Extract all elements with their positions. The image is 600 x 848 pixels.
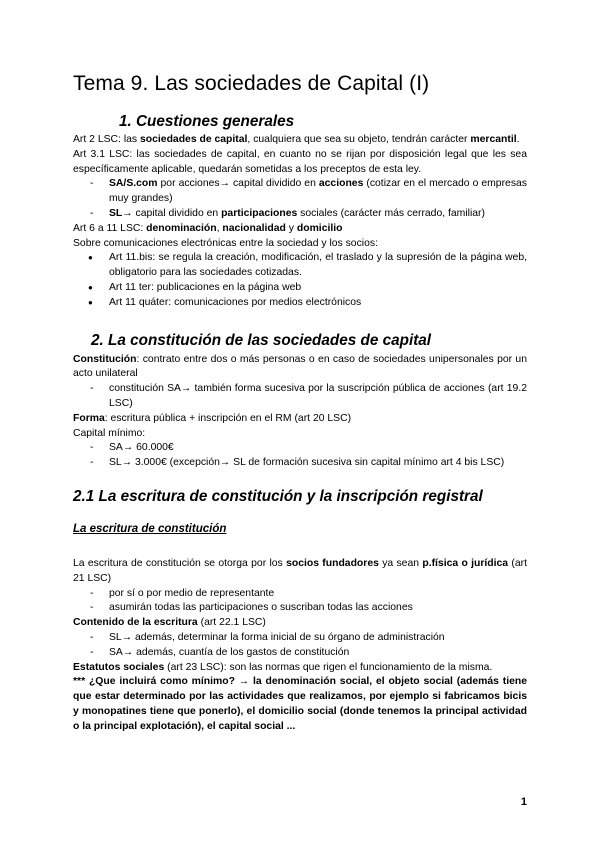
section-1-dash-list	[73, 177, 527, 221]
text-run: Art 2 LSC: las	[73, 134, 140, 145]
bold-term: denominación	[146, 222, 217, 234]
section-2-paragraph-forma	[73, 412, 527, 427]
text-run: por acciones→ capital dividido en	[157, 178, 319, 190]
text-run: Art 6 a 11 LSC:	[73, 222, 147, 234]
section-2-dash-list-2	[73, 441, 527, 471]
section-2-1-paragraph-minimo: *** ¿Que incluirá como mínimo? → la denominación social, el objeto social (además tiene que estar determinado por las actividades que realizamos, por ejemplo si fabricamos bicis y monopatines tiene que ponerlo), el domicilio social (donde tenemos la principal actividad o la principal explotación), el capital social ...	[73, 676, 527, 732]
list-item: ● Art 11 ter: publicaciones en la página web	[73, 281, 527, 296]
text-run: : contrato entre dos o más personas o en caso de sociedades unipersonales por un acto unilateral	[73, 353, 527, 380]
text-run: y	[285, 222, 297, 234]
section-2-1-paragraph-otorga	[73, 557, 527, 587]
text-run: , cualquiera que sea su objeto, tendrán carácter	[247, 134, 471, 145]
list-item: - constitución SA→ también forma sucesiva por la suscripción pública de acciones (art 19.2 LSC)	[73, 382, 527, 412]
text-run: ya sean	[378, 557, 423, 569]
text-run: : escritura pública + inscripción en el RM (art 20 LSC)	[104, 412, 352, 424]
section-2-paragraph-constitucion	[73, 353, 527, 383]
list-item: - SA→ 60.000€	[73, 441, 527, 456]
bold-term: SA/S.com	[109, 178, 158, 190]
text-run: (art 22.1 LSC)	[197, 617, 266, 629]
section-2-1-dash-list-1	[73, 587, 527, 617]
bold-term: domicilio	[296, 222, 343, 234]
bold-term: Estatutos sociales	[73, 661, 165, 673]
bold-term: Constitución	[73, 353, 137, 365]
text-run: (cotizar en el mercado o empresas muy grandes)	[109, 178, 527, 205]
document-title: Tema 9. Las sociedades de Capital (I)	[73, 72, 430, 95]
section-2-paragraph-capital: Capital mínimo:	[73, 427, 146, 439]
section-2-1-dash-list-2	[73, 631, 527, 661]
bold-term: nacionalidad	[222, 222, 286, 234]
text-run: (art 21 LSC)	[73, 557, 527, 584]
text-run: sociales (carácter más cerrado, familiar)	[297, 207, 485, 219]
list-item: ● Art 11.bis: se regula la creación, modificación, el traslado y la supresión de la página web, obligatorio para las sociedades cotizadas.	[73, 251, 527, 281]
list-item: - por sí o por medio de representante	[73, 587, 527, 602]
bold-term: participaciones	[221, 207, 298, 219]
bold-term: acciones	[318, 178, 364, 190]
section-1-paragraph-art6	[73, 222, 527, 237]
section-1-bullet-list	[73, 251, 527, 310]
text-run: → capital dividido en	[122, 207, 222, 219]
list-item: - asumirán todas las participaciones o suscriban todas las acciones	[73, 601, 527, 616]
list-item	[73, 177, 527, 207]
bold-term: SL	[109, 207, 123, 219]
document-content	[73, 70, 527, 735]
section-2-1-heading: 2.1 La escritura de constitución y la inscripción registral	[73, 487, 483, 505]
bold-term: Contenido de la escritura	[73, 617, 198, 629]
text-run: .	[516, 134, 520, 145]
page-number: 1	[520, 796, 527, 808]
section-1-paragraph-art3: Art 3.1 LSC: las sociedades de capital, en cuanto no se rijan por disposición legal que les sea específicamente aplicable, quedarán sometidas a los preceptos de esta ley.	[73, 148, 527, 175]
text-run: (art 23 LSC): son las normas que rigen el funcionamiento de la misma.	[164, 661, 493, 673]
subsection-heading: La escritura de constitución	[73, 522, 227, 535]
list-item	[73, 207, 527, 222]
bold-term: socios fundadores	[286, 557, 379, 569]
bold-term: p.física o jurídica	[422, 557, 509, 569]
text-run: La escritura de constitución se otorga por los	[73, 557, 287, 569]
list-item: - SL→ 3.000€ (excepción→ SL de formación sucesiva sin capital mínimo art 4 bis LSC)	[73, 456, 527, 471]
list-item: ● Art 11 quáter: comunicaciones por medios electrónicos	[73, 296, 527, 311]
section-1-paragraph-art2	[73, 133, 527, 148]
bold-term: Forma	[73, 412, 105, 424]
section-2-1-paragraph-contenido	[73, 616, 527, 631]
section-1-heading: 1. Cuestiones generales	[119, 113, 295, 130]
text-run: ,	[216, 222, 223, 234]
list-item: - SA→ además, cuantía de los gastos de constitución	[73, 646, 527, 661]
section-2-dash-list-1	[73, 382, 527, 412]
list-item: - SL→ además, determinar la forma inicial de su órgano de administración	[73, 631, 527, 646]
section-2-heading: 2. La constitución de las sociedades de capital	[91, 331, 432, 349]
bold-term: sociedades de capital	[140, 134, 248, 145]
bold-term: mercantil	[470, 134, 517, 145]
section-2-1-paragraph-estatutos	[73, 661, 527, 676]
section-1-paragraph-comunicaciones: Sobre comunicaciones electrónicas entre la sociedad y los socios:	[73, 237, 378, 249]
